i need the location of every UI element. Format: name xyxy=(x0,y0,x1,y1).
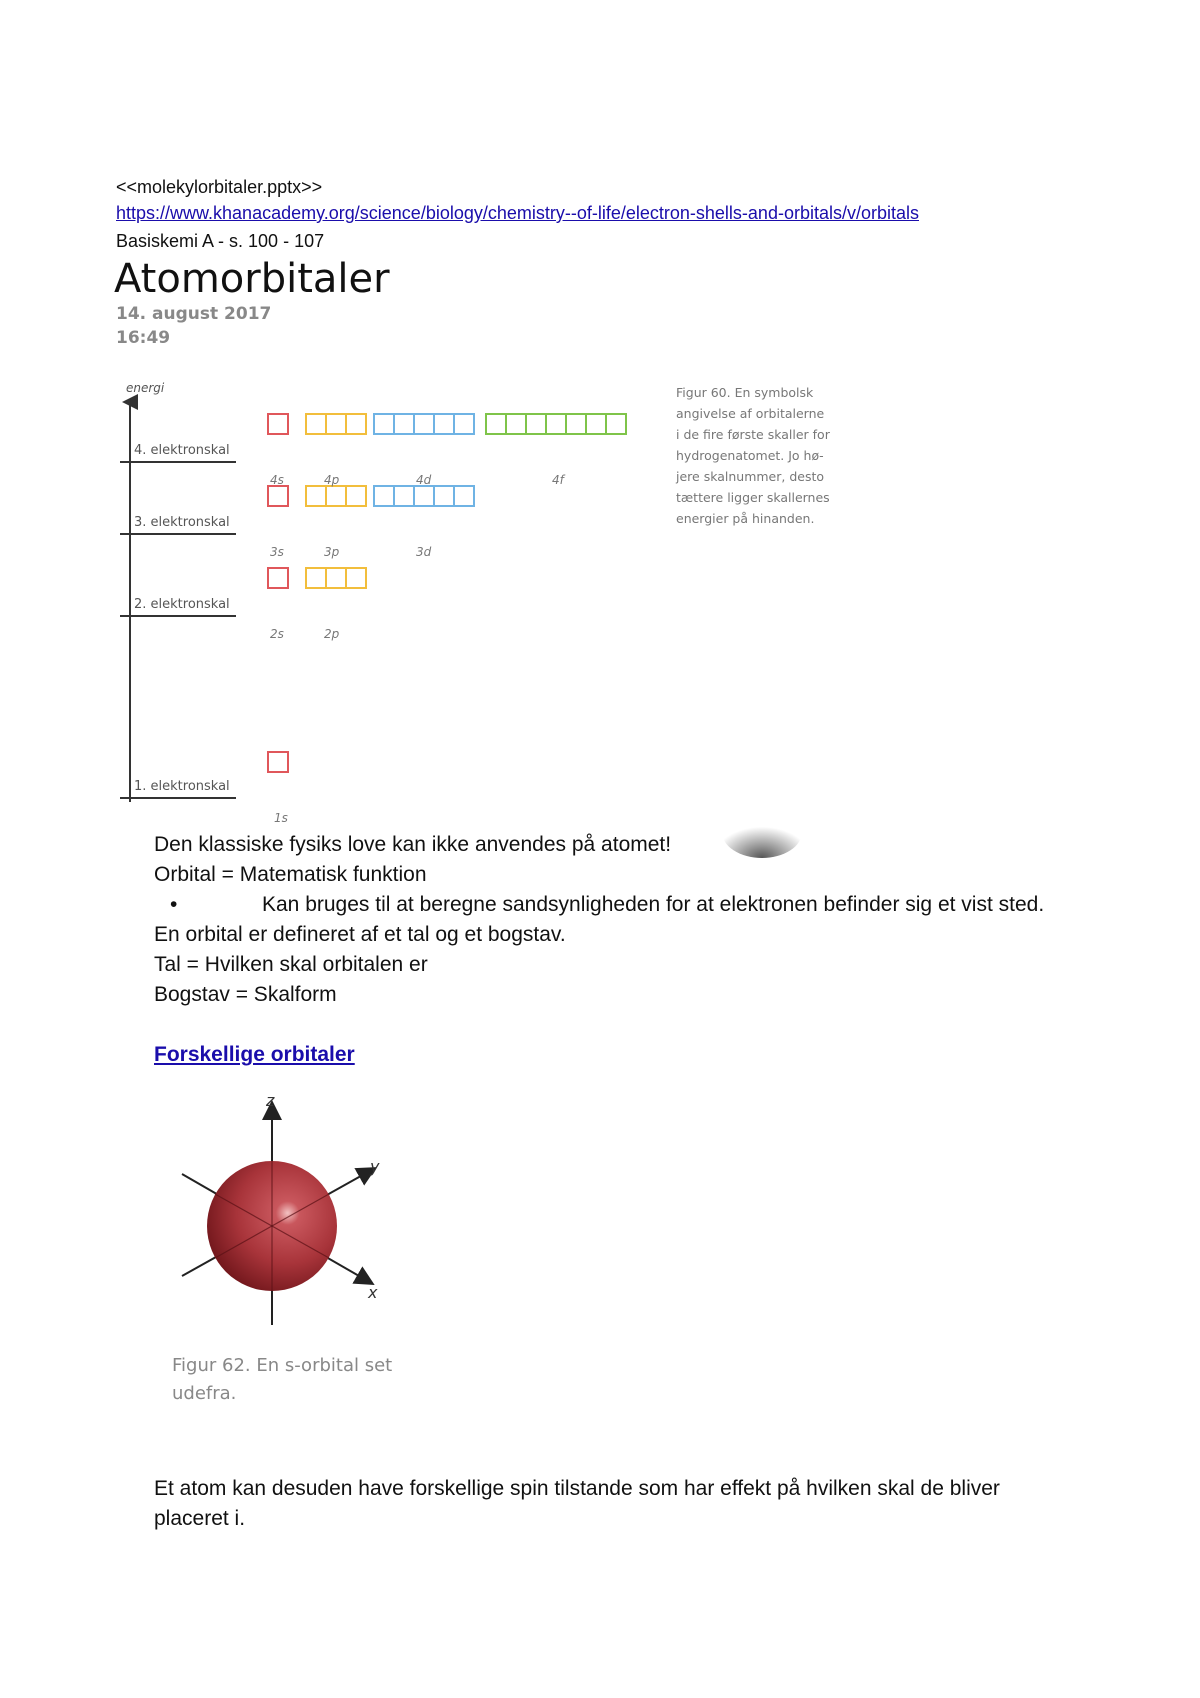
orbital-box-4d xyxy=(434,414,454,434)
shell-label-4: 4. elektronskal xyxy=(134,443,230,458)
orbital-box-4f xyxy=(586,414,606,434)
orbital-label-3d: 3d xyxy=(416,545,432,559)
orbital-box-3s xyxy=(268,486,288,506)
orbital-box-4f xyxy=(606,414,626,434)
figure60-caption xyxy=(675,385,831,526)
orbital-box-2p xyxy=(346,568,366,588)
energy-label: energi xyxy=(126,381,165,395)
orbital-box-4f xyxy=(546,414,566,434)
figure60-caption-line: hydrogenatomet. Jo hø- xyxy=(676,448,824,463)
orbital-box-3p xyxy=(346,486,366,506)
orbital-label-2p: 2p xyxy=(324,627,340,641)
figure60-caption-line: angivelse af orbitalerne xyxy=(676,406,825,421)
axis-label-z: z xyxy=(266,1091,275,1110)
orbital-box-2p xyxy=(306,568,326,588)
orbital-box-4d xyxy=(374,414,394,434)
figure60-caption-line: jere skalnummer, desto xyxy=(676,469,825,484)
orbital-label-4d: 4d xyxy=(416,473,432,487)
figure62-caption-line1: Figur 62. En s-orbital set xyxy=(172,1355,393,1376)
axis-label-y: y xyxy=(370,1157,380,1176)
figure60-caption-line: i de fire første skaller for xyxy=(676,427,830,442)
khan-academy-link[interactable]: https://www.khanacademy.org/science/biology/chemistry--of-life/electron-shells-and-orbitals/v/orbitals xyxy=(116,203,919,223)
orbital-box-4p xyxy=(346,414,366,434)
note-line-orbital-definition: Orbital = Matematisk funktion xyxy=(154,863,427,886)
shell-label-2: 2. elektronskal xyxy=(134,597,230,612)
figure60-caption-line: Figur 60. En symbolsk xyxy=(676,385,814,400)
s-orbital-figure xyxy=(170,1090,430,1330)
orbital-label-4s: 4s xyxy=(270,473,284,487)
bullet-dot: • xyxy=(170,893,178,916)
orbital-box-3d xyxy=(454,486,474,506)
file-reference: <<molekylorbitaler.pptx>> xyxy=(116,177,323,197)
forskellige-orbitaler-link[interactable]: Forskellige orbitaler xyxy=(154,1043,355,1066)
note-line-classical-physics: Den klassiske fysiks love kan ikke anvendes på atomet! xyxy=(154,833,672,856)
orbital-box-4p xyxy=(306,414,326,434)
orbital-box-4d xyxy=(394,414,414,434)
orbital-box-3d xyxy=(374,486,394,506)
orbital-label-4p: 4p xyxy=(324,473,340,487)
axis-label-x: x xyxy=(368,1283,378,1302)
orbital-label-3s: 3s xyxy=(270,545,284,559)
orbital-box-4f xyxy=(486,414,506,434)
orbital-box-3d xyxy=(394,486,414,506)
orbital-label-1s: 1s xyxy=(274,811,288,825)
orbital-box-3d xyxy=(414,486,434,506)
cropped-orbital-image xyxy=(722,806,802,858)
note-line-number: Tal = Hvilken skal orbitalen er xyxy=(154,953,428,976)
orbital-label-4f: 4f xyxy=(552,473,564,487)
figure62-caption-line2: udefra. xyxy=(172,1383,237,1404)
shell-label-3: 3. elektronskal xyxy=(134,515,230,530)
orbital-energy-diagram xyxy=(110,372,830,832)
orbital-box-4p xyxy=(326,414,346,434)
closing-line-2: placeret i. xyxy=(154,1507,246,1530)
figure60-caption-line: energier på hinanden. xyxy=(676,511,815,526)
orbital-box-4f xyxy=(506,414,526,434)
orbital-box-4d xyxy=(454,414,474,434)
page-date: 14. august 2017 xyxy=(116,304,272,324)
orbital-box-1s xyxy=(268,752,288,772)
shell-label-1: 1. elektronskal xyxy=(134,779,230,794)
orbital-box-3d xyxy=(434,486,454,506)
orbital-label-3p: 3p xyxy=(324,545,340,559)
figure60-caption-line: tættere ligger skallernes xyxy=(676,490,830,505)
orbital-box-2s xyxy=(268,568,288,588)
page-time: 16:49 xyxy=(116,328,171,348)
orbital-label-2s: 2s xyxy=(270,627,284,641)
orbital-box-2p xyxy=(326,568,346,588)
closing-line-1: Et atom kan desuden have forskellige spin tilstande som har effekt på hvilken skal de bliver xyxy=(154,1477,1000,1500)
orbital-box-4s xyxy=(268,414,288,434)
orbital-boxes xyxy=(268,414,626,772)
orbital-box-4d xyxy=(414,414,434,434)
orbital-box-4f xyxy=(566,414,586,434)
book-reference: Basiskemi A - s. 100 - 107 xyxy=(116,231,325,251)
note-line-number-letter: En orbital er defineret af et tal og et bogstav. xyxy=(154,923,566,946)
orbital-box-3p xyxy=(306,486,326,506)
orbital-box-4f xyxy=(526,414,546,434)
orbital-box-3p xyxy=(326,486,346,506)
note-bullet-probability: Kan bruges til at beregne sandsynligheden for at elektronen befinder sig et vist sted. xyxy=(262,893,1045,916)
note-line-letter: Bogstav = Skalform xyxy=(154,983,337,1006)
page-title: Atomorbitaler xyxy=(114,256,390,302)
